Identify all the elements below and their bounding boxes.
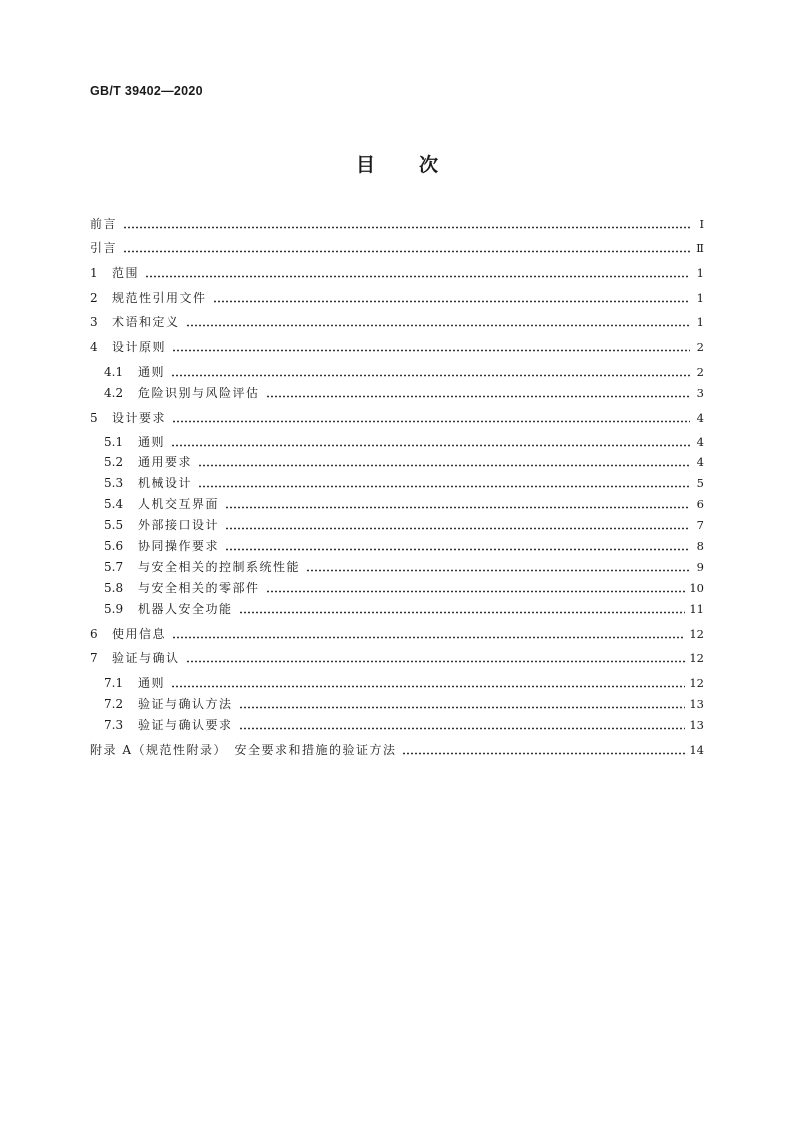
toc-entry-number: 5 xyxy=(90,411,98,425)
toc-entry-label: 附录 A（规范性附录） 安全要求和措施的验证方法 xyxy=(90,743,397,757)
standard-code: GB/T 39402—2020 xyxy=(90,84,203,98)
toc-entry[interactable] xyxy=(90,453,704,471)
toc-entry-number: 3 xyxy=(90,315,98,329)
toc-leader-dots xyxy=(198,476,690,488)
toc-entry-label: 通则 xyxy=(138,676,166,690)
toc-leader-dots xyxy=(239,602,686,614)
toc-entry[interactable] xyxy=(90,215,704,233)
toc-entry[interactable] xyxy=(90,313,704,331)
toc-entry-page: 12 xyxy=(689,676,704,690)
toc-entry[interactable] xyxy=(90,239,704,257)
toc-entry-page: 9 xyxy=(696,560,704,574)
toc-leader-dots xyxy=(225,518,690,530)
toc-entry-page: 4 xyxy=(696,411,704,425)
toc-entry[interactable] xyxy=(90,363,704,381)
toc-leader-dots xyxy=(186,651,686,663)
toc-entry-label: 机器人安全功能 xyxy=(138,602,233,616)
toc-entry-label: 与安全相关的零部件 xyxy=(138,581,260,595)
toc-leader-dots xyxy=(123,241,690,253)
toc-entry-label: 规范性引用文件 xyxy=(112,291,207,305)
toc-entry-label: 与安全相关的控制系统性能 xyxy=(138,560,301,574)
toc-entry[interactable] xyxy=(90,741,704,759)
toc-entry-label: 验证与确认方法 xyxy=(138,697,233,711)
toc-entry-label: 机械设计 xyxy=(138,476,193,490)
toc-leader-dots xyxy=(123,217,690,229)
toc-entry-number: 5.3 xyxy=(104,476,124,490)
toc-entry-number: 5.8 xyxy=(104,581,124,595)
toc-entry-page: 3 xyxy=(696,386,704,400)
toc-entry-number: 5.4 xyxy=(104,497,124,511)
toc-entry-page: 1 xyxy=(696,315,704,329)
toc-leader-dots xyxy=(225,497,690,509)
toc-entry-page: 2 xyxy=(696,340,704,354)
toc-entry-page: 11 xyxy=(689,602,704,616)
toc-entry-number: 1 xyxy=(90,266,98,280)
toc-entry-number: 7.2 xyxy=(104,697,124,711)
toc-entry-label: 验证与确认要求 xyxy=(138,718,233,732)
toc-entry-label: 使用信息 xyxy=(112,627,167,641)
toc-entry-number: 4.2 xyxy=(104,386,124,400)
toc-entry-number: 7.1 xyxy=(104,676,124,690)
toc-entry-page: 12 xyxy=(689,651,704,665)
toc-leader-dots xyxy=(172,411,690,423)
page-title xyxy=(0,150,794,177)
toc-entry-label: 通则 xyxy=(138,435,166,449)
toc-entry[interactable] xyxy=(90,516,704,534)
toc-entry[interactable] xyxy=(90,625,704,643)
toc-entry-number: 7 xyxy=(90,651,98,665)
toc-leader-dots xyxy=(239,718,686,730)
toc-entry-number: 5.2 xyxy=(104,455,124,469)
toc-entry-page: Ⅱ xyxy=(696,241,704,255)
toc-entry-page: 1 xyxy=(696,291,704,305)
toc-entry-label: 验证与确认 xyxy=(112,651,180,665)
toc-leader-dots xyxy=(172,340,690,352)
toc-entry-page: 6 xyxy=(696,497,704,511)
toc-entry-label: 通则 xyxy=(138,365,166,379)
toc-entry[interactable] xyxy=(90,433,704,451)
toc-entry[interactable] xyxy=(90,695,704,713)
toc-entry-page: 7 xyxy=(696,518,704,532)
toc-entry[interactable] xyxy=(90,600,704,618)
toc-entry[interactable] xyxy=(90,289,704,307)
toc-entry-label: 术语和定义 xyxy=(112,315,180,329)
toc-entry-label: 协同操作要求 xyxy=(138,539,220,553)
title-char-2: 次 xyxy=(419,154,439,176)
toc-entry-number: 2 xyxy=(90,291,98,305)
toc-entry-label: 前言 xyxy=(90,217,118,231)
toc-leader-dots xyxy=(402,743,685,755)
toc-leader-dots xyxy=(172,627,685,639)
toc-entry-number: 4 xyxy=(90,340,98,354)
toc-leader-dots xyxy=(186,315,690,327)
toc-entry[interactable] xyxy=(90,649,704,667)
toc-entry[interactable] xyxy=(90,474,704,492)
toc-entry-number: 4.1 xyxy=(104,365,124,379)
toc-entry-page: 10 xyxy=(689,581,704,595)
toc-entry-label: 设计要求 xyxy=(112,411,167,425)
toc-entry-number: 5.9 xyxy=(104,602,124,616)
toc-entry[interactable] xyxy=(90,338,704,356)
toc-entry-number: 5.5 xyxy=(104,518,124,532)
toc-leader-dots xyxy=(213,291,690,303)
toc-leader-dots xyxy=(171,365,690,377)
toc-entry[interactable] xyxy=(90,716,704,734)
toc-entry[interactable] xyxy=(90,674,704,692)
toc-entry[interactable] xyxy=(90,558,704,576)
toc-entry-page: 4 xyxy=(696,435,704,449)
toc-entry[interactable] xyxy=(90,409,704,427)
toc-entry-page: 4 xyxy=(696,455,704,469)
toc-entry-number: 5.1 xyxy=(104,435,124,449)
toc-entry-number: 6 xyxy=(90,627,98,641)
toc-entry[interactable] xyxy=(90,264,704,282)
toc-entry-page: 8 xyxy=(696,539,704,553)
toc-entry-page: 12 xyxy=(689,627,704,641)
toc-leader-dots xyxy=(266,386,690,398)
toc-entry[interactable] xyxy=(90,384,704,402)
toc-entry-label: 外部接口设计 xyxy=(138,518,220,532)
toc-entry-label: 范围 xyxy=(112,266,140,280)
toc-entry[interactable] xyxy=(90,537,704,555)
toc-entry-number: 7.3 xyxy=(104,718,124,732)
toc-entry-page: 13 xyxy=(689,718,704,732)
toc-entry[interactable] xyxy=(90,495,704,513)
toc-entry-label: 危险识别与风险评估 xyxy=(138,386,260,400)
toc-entry-label: 设计原则 xyxy=(112,340,167,354)
toc-leader-dots xyxy=(171,676,685,688)
title-char-1: 目 xyxy=(355,154,375,176)
toc-entry-page: Ⅰ xyxy=(699,217,704,231)
toc-leader-dots xyxy=(225,539,690,551)
toc-entry-page: 14 xyxy=(689,743,704,757)
toc-leader-dots xyxy=(306,560,690,572)
toc-entry-page: 2 xyxy=(696,365,704,379)
toc-entry-page: 13 xyxy=(689,697,704,711)
toc-leader-dots xyxy=(198,455,690,467)
toc-entry-page: 1 xyxy=(696,266,704,280)
toc-entry-number: 5.7 xyxy=(104,560,124,574)
toc-entry-number: 5.6 xyxy=(104,539,124,553)
toc-entry[interactable] xyxy=(90,579,704,597)
toc-leader-dots xyxy=(145,266,690,278)
toc-entry-page: 5 xyxy=(696,476,704,490)
toc-leader-dots xyxy=(266,581,686,593)
toc-leader-dots xyxy=(171,435,690,447)
toc-entry-label: 引言 xyxy=(90,241,118,255)
toc-entry-label: 通用要求 xyxy=(138,455,193,469)
toc-entry-label: 人机交互界面 xyxy=(138,497,220,511)
toc-leader-dots xyxy=(239,697,686,709)
